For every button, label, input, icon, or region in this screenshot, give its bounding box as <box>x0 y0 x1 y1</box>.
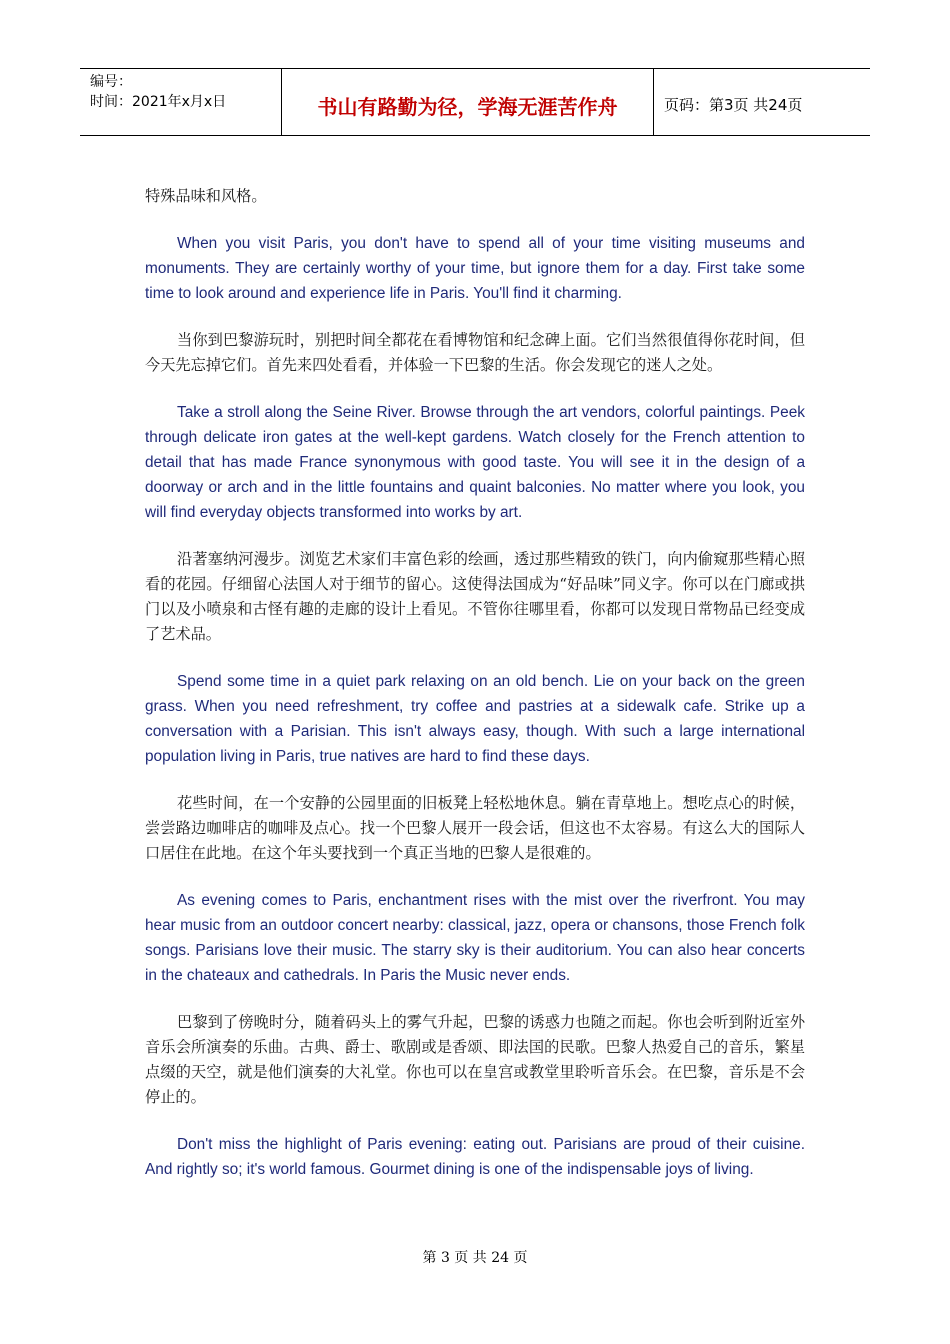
paragraph-gap <box>145 769 805 791</box>
english-paragraph: Take a stroll along the Seine River. Browse through the art vendors, colorful paintings. Peek through delicate iron gates at the well-kept gardens. Watch closely for the French attention to detail that has made France synonymous with good taste. You will see it in the design of a doorway or arch and in the little fountains and quaint balconies. No matter where you look, you will find everyday objects transformed into works by art. <box>145 404 805 521</box>
paragraph-gap <box>145 1110 805 1132</box>
paragraph-gap <box>145 306 805 328</box>
page-footer: 第 3 页 共 24 页 <box>422 1250 528 1266</box>
paragraph-gap <box>145 988 805 1010</box>
english-paragraph: Don't miss the highlight of Paris evening: eating out. Parisians are proud of their cuisine. And rightly so; it's world famous. Gourmet dining is one of the indispensable joys of living. <box>145 1136 805 1178</box>
chinese-paragraph: 当你到巴黎游玩时，别把时间全都花在看博物馆和纪念碑上面。它们当然很值得你花时间，但今天先忘掉它们。首先来四处看看，并体验一下巴黎的生活。你会发现它的迷人之处。 <box>145 331 805 374</box>
english-paragraph: As evening comes to Paris, enchantment rises with the mist over the riverfront. You may hear music from an outdoor concert nearby: classical, jazz, opera or chansons, those French folk songs. Parisians love their music. The starry sky is their auditorium. You can also hear concerts in the chateaux and cathedrals. In Paris the Music never ends. <box>145 892 805 984</box>
paragraph-gap <box>145 647 805 669</box>
date-label: 时间：2021年x月x日 <box>90 94 227 110</box>
chinese-paragraph: 沿著塞纳河漫步。浏览艺术家们丰富色彩的绘画，透过那些精致的铁门，向内偷窥那些精心照看的花园。仔细留心法国人对于细节的留心。这使得法国成为“好品味”同义字。你可以在门廊或拱门以及小喷泉和古怪有趣的走廊的设计上看见。不管你往哪里看，你都可以发现日常物品已经变成了艺术品。 <box>145 550 805 643</box>
paragraph-gap <box>145 866 805 888</box>
english-paragraph: Spend some time in a quiet park relaxing on an old bench. Lie on your back on the green grass. When you need refreshment, try coffee and pastries at a sidewalk cafe. Strike up a conversation with a Parisian. This isn't always easy, though. With such a large international population living in Paris, true natives are hard to find these days. <box>145 673 805 765</box>
paragraph-gap <box>145 378 805 400</box>
header-motto-cell <box>282 69 654 135</box>
number-label: 编号： <box>90 74 132 90</box>
document-header <box>80 68 870 136</box>
header-page-cell <box>654 69 870 135</box>
chinese-paragraph: 巴黎到了傍晚时分，随着码头上的雾气升起，巴黎的诱惑力也随之而起。你也会听到附近室外音乐会所演奏的乐曲。古典、爵士、歌剧或是香颂、即法国的民歌。巴黎人热爱自己的音乐，繁星点缀的天空，就是他们演奏的大礼堂。你也可以在皇宫或教堂里聆听音乐会。在巴黎，音乐是不会停止的。 <box>145 1013 805 1106</box>
chinese-paragraph: 特殊品味和风格。 <box>145 187 267 205</box>
document-body <box>145 184 805 1182</box>
header-page-info: 页码：第3页 共24页 <box>664 96 803 114</box>
header-meta-cell <box>80 69 282 135</box>
paragraph-gap <box>145 209 805 231</box>
chinese-paragraph: 花些时间，在一个安静的公园里面的旧板凳上轻松地休息。躺在青草地上。想吃点心的时候，尝尝路边咖啡店的咖啡及点心。找一个巴黎人展开一段会话，但这也不太容易。有这么大的国际人口居住在此地。在这个年头要找到一个真正当地的巴黎人是很难的。 <box>145 794 805 862</box>
paragraph-gap <box>145 525 805 547</box>
english-paragraph: When you visit Paris, you don't have to spend all of your time visiting museums and monuments. They are certainly worthy of your time, but ignore them for a day. First take some time to look around and experience life in Paris. You'll find it charming. <box>145 235 805 302</box>
header-motto: 书山有路勤为径，学海无涯苦作舟 <box>317 95 618 119</box>
